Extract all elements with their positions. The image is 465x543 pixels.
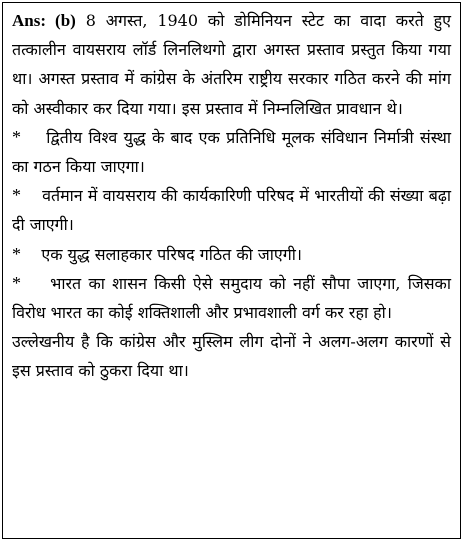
- bullet-star-icon: *: [12, 243, 21, 264]
- answer-intro-text: 8 अगस्त, 1940 को डोमिनियन स्टेट का वादा करते हुए तत्कालीन वायसराय लॉर्ड लिनलिथगो द्वारा अगस्त प्रस्ताव प्रस्तुत किया गया था। अगस्त प्रस्ताव में कांग्रेस के अंतरिम राष्ट्रीय सरकार गठित करने की मांग को अस्वीकार कर दिया गया। इस प्रस्ताव में निम्नलिखित प्रावधान थे।: [12, 11, 451, 118]
- bullet-item: [12, 240, 451, 269]
- bullet-item: [12, 269, 451, 327]
- bullet-star-icon: *: [12, 185, 21, 206]
- bullet-star-icon: *: [12, 272, 21, 293]
- answer-intro-paragraph: [12, 6, 451, 123]
- bullet-star-icon: *: [12, 126, 21, 147]
- bullet-text: द्वितीय विश्व युद्ध के बाद एक प्रतिनिधि मूलक संविधान निर्मात्री संस्था का गठन किया जाएगा।: [12, 127, 451, 177]
- answer-label: Ans: (b): [12, 11, 76, 30]
- answer-box: [2, 2, 461, 539]
- answer-conclusion: उल्लेखनीय है कि कांग्रेस और मुस्लिम लीग दोनों ने अलग-अलग कारणों से इस प्रस्ताव को ठुकरा दिया था।: [12, 332, 451, 381]
- bullet-item: [12, 123, 451, 181]
- bullet-item: [12, 181, 451, 239]
- bullet-text: वर्तमान में वायसराय की कार्यकारिणी परिषद में भारतीयों की संख्या बढ़ा दी जाएगी।: [12, 186, 451, 235]
- bullet-text: भारत का शासन किसी ऐसे समुदाय को नहीं सौपा जाएगा, जिसका विरोध भारत का कोई शक्तिशाली और प्रभावशाली वर्ग कर रहा हो।: [12, 273, 451, 323]
- bullet-text: एक युद्ध सलाहकार परिषद गठित की जाएगी।: [41, 244, 302, 264]
